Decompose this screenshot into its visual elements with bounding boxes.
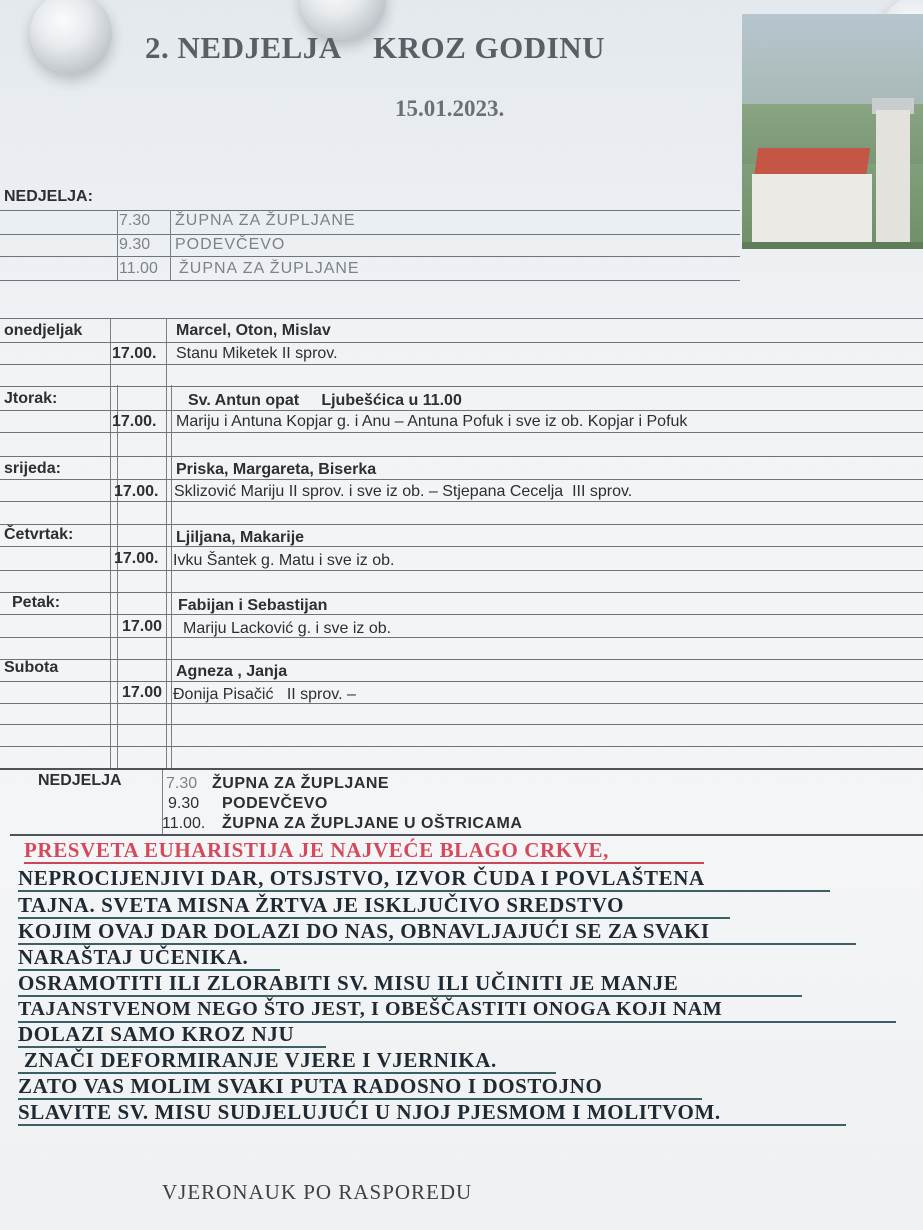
message-line: DOLAZI SAMO KROZ NJU <box>18 1022 326 1048</box>
message-line: SLAVITE SV. MISU SUDJELUJUĆI U NJOJ PJESMOM I MOLITVOM. <box>18 1100 846 1126</box>
next-sunday-label: NEDJELJA <box>38 772 122 789</box>
day-saints: Sv. Antun opat Ljubešćica u 11.00 <box>188 392 462 409</box>
sunday-mass-intention: ŽUPNA ZA ŽUPLJANE <box>179 260 360 277</box>
next-mass-time: 11.00. <box>162 815 206 832</box>
sunday-mass-time: 9.30 <box>119 236 151 253</box>
page-title: 2. NEDJELJA KROZ GODINU <box>145 30 605 65</box>
sunday-mass-time: 7.30 <box>119 212 151 229</box>
day-label: Petak: <box>12 594 61 611</box>
mass-intention: Sklizović Mariju II sprov. i sve iz ob. – Stjepana Cecelja III sprov. <box>174 483 633 500</box>
sunday-mass-intention: ŽUPNA ZA ŽUPLJANE <box>175 212 356 229</box>
message-line: TAJANSTVENOM NEGO ŠTO JEST, I OBEŠČASTITI ONOGA KOJI NAM <box>18 997 896 1023</box>
mass-intention: Mariju Lacković g. i sve iz ob. <box>183 620 392 637</box>
day-saints: Fabijan i Sebastijan <box>178 597 328 614</box>
next-mass-intention: PODEVČEVO <box>222 795 328 812</box>
sunday-mass-intention: PODEVČEVO <box>175 236 286 253</box>
day-label: Jtorak: <box>4 390 58 407</box>
mass-intention: Mariju i Antuna Kopjar g. i Anu – Antuna Pofuk i sve iz ob. Kopjar i Pofuk <box>176 413 688 430</box>
message-line: KOJIM OVAJ DAR DOLAZI DO NAS, OBNAVLJAJUĆI SE ZA SVAKI <box>18 919 856 945</box>
day-saints: Agneza , Janja <box>176 663 288 680</box>
next-mass-intention: ŽUPNA ZA ŽUPLJANE U OŠTRICAMA <box>222 815 523 832</box>
mass-time: 17.00. <box>114 483 159 500</box>
sunday-mass-time: 11.00 <box>119 260 158 277</box>
next-mass-time: 9.30 <box>168 795 200 812</box>
mass-time: 17.00. <box>112 413 157 430</box>
day-saints: Priska, Margareta, Biserka <box>176 461 377 478</box>
mass-time: 17.00. <box>114 550 159 567</box>
mass-time: 17.00 <box>122 684 163 701</box>
message-line: PRESVETA EUHARISTIJA JE NAJVEĆE BLAGO CRKVE, <box>24 838 704 864</box>
day-saints: Marcel, Oton, Mislav <box>176 322 331 339</box>
mass-time: 17.00. <box>112 345 157 362</box>
next-mass-time: 7.30 <box>166 775 198 792</box>
mass-time: 17.00 <box>122 618 163 635</box>
church-picture <box>742 14 923 249</box>
pin-left <box>30 0 112 74</box>
message-line: NARAŠTAJ UČENIKA. <box>18 945 280 971</box>
mass-intention: Đonija Pisačić II sprov. – <box>173 686 356 703</box>
message-line: NEPROCIJENJIVI DAR, OTSJSTVO, IZVOR ČUDA I POVLAŠTENA <box>18 866 830 892</box>
day-label: Četvrtak: <box>4 526 74 543</box>
message-line: ZATO VAS MOLIM SVAKI PUTA RADOSNO I DOSTOJNO <box>18 1074 702 1100</box>
day-label: onedjeljak <box>4 322 83 339</box>
mass-intention: Stanu Miketek II sprov. <box>176 345 338 362</box>
day-label: Subota <box>4 659 59 676</box>
next-mass-intention: ŽUPNA ZA ŽUPLJANE <box>212 775 390 792</box>
sunday-label: NEDJELJA: <box>4 188 93 205</box>
message-line: OSRAMOTITI ILI ZLORABITI SV. MISU ILI UČINITI JE MANJE <box>18 971 802 997</box>
page-date: 15.01.2023. <box>395 96 505 121</box>
day-saints: Ljiljana, Makarije <box>176 529 305 546</box>
day-label: srijeda: <box>4 460 61 477</box>
footer-note: VJERONAUK PO RASPOREDU <box>162 1180 473 1204</box>
message-line: TAJNA. SVETA MISNA ŽRTVA JE ISKLJUČIVO SREDSTVO <box>18 893 730 919</box>
mass-intention: Ivku Šantek g. Matu i sve iz ob. <box>173 552 395 569</box>
message-line: ZNAČI DEFORMIRANJE VJERE I VJERNIKA. <box>18 1048 556 1074</box>
